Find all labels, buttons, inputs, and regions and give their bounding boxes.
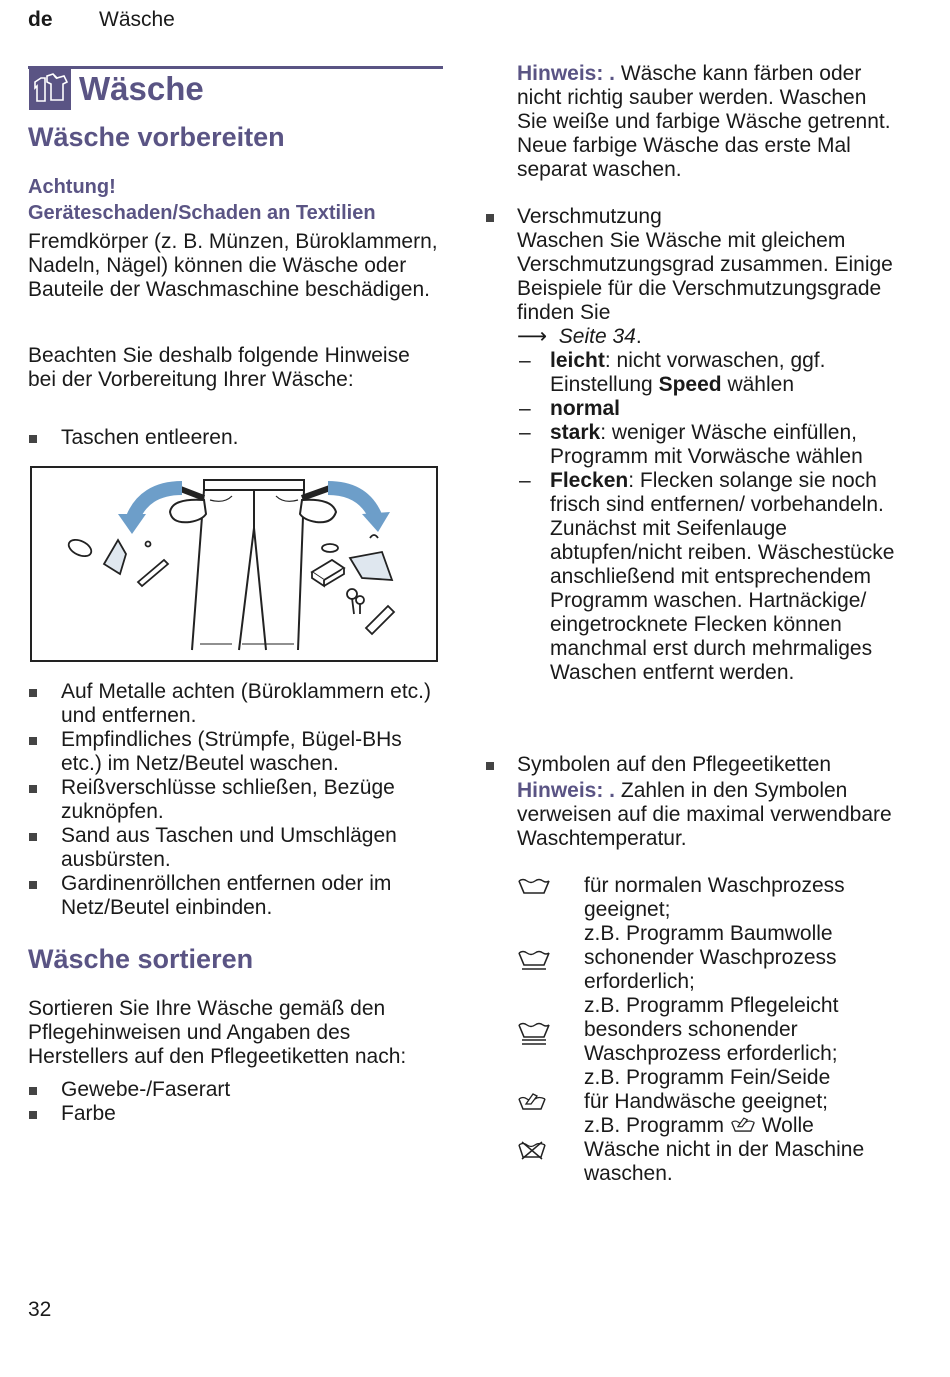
section-title-prepare: Wäsche vorbereiten — [28, 122, 285, 152]
prepare-intro: Beachten Sie deshalb folgende Hinweise bei der Vorbereitung Ihrer Wäsche: — [28, 344, 410, 391]
care-symbol-list — [517, 874, 902, 1186]
arrow-icon: ⟶ — [517, 325, 548, 348]
list-item: – Flecken: Flecken solange sie noch frisch sind entfernen/ vorbehandeln. Zunächst mit Seifenlauge abtupfen/nicht reiben. Wäschestücke anschließend mit entsprechendem Programm waschen. Hartnäckige/ eingetrocknete Flecken können manchmal erst durch mehrmaliges Waschen entfernt werden. — [519, 469, 895, 684]
list-item: Empfindliches (Strümpfe, Bügel-BHs etc.) im Netz/Beutel waschen. — [28, 728, 443, 776]
empty-pockets-illustration — [30, 466, 438, 662]
hand-wash-icon — [517, 1092, 547, 1112]
header-chapter: Wäsche — [99, 8, 175, 31]
bullet-square-icon — [486, 762, 494, 770]
bullet-square-icon — [29, 833, 37, 841]
care-symbol-row: für Handwäsche geeignet; z.B. Programm Wolle — [517, 1090, 902, 1138]
list-item: Taschen entleeren. — [28, 426, 443, 450]
wash-tub-gentle-icon — [517, 948, 551, 972]
bullet-list-symbols — [517, 753, 917, 777]
wash-tub-very-gentle-icon — [517, 1020, 551, 1046]
hint-label: Hinweis: . — [517, 779, 616, 802]
hint-colors: Hinweis: . Wäsche kann färben oder nicht richtig sauber werden. Waschen Sie weiße und farbige Wäsche getrennt. Neue farbige Wäsche das erste Mal separat waschen. — [517, 62, 891, 181]
section-title-sort: Wäsche sortieren — [28, 944, 254, 974]
soil-levels — [517, 349, 907, 685]
list-item: Farbe — [28, 1102, 443, 1126]
warning-text: Fremdkörper (z. B. Münzen, Büroklammern, Nadeln, Nägel) können die Wäsche oder Bauteile der Waschmaschine beschädigen. — [28, 230, 438, 301]
bullet-list-first — [28, 426, 443, 450]
bullet-list-sort — [28, 1078, 443, 1126]
list-item: Reißverschlüsse schließen, Bezüge zuknöpfen. — [28, 776, 443, 824]
list-item: – normal — [519, 397, 621, 420]
bullet-list-prepare — [28, 680, 443, 920]
bullet-square-icon — [29, 785, 37, 793]
care-symbol-row: besonders schonender Waschprozess erforderlich; z.B. Programm Fein/Seide — [517, 1018, 902, 1090]
bullet-square-icon — [29, 881, 37, 889]
list-item: Symbolen auf den Pflegeetiketten — [517, 753, 917, 777]
language-code: de — [28, 8, 53, 31]
list-item: Gewebe-/Faserart — [28, 1078, 443, 1102]
chapter-rule — [28, 66, 443, 69]
bullet-square-icon — [29, 689, 37, 697]
sort-intro: Sortieren Sie Ihre Wäsche gemäß den Pflegehinweisen und Angaben des Herstellers auf den Pflegeetiketten nach: — [28, 997, 407, 1068]
warning-subtitle: Geräteschaden/Schaden an Textilien — [28, 202, 376, 224]
page-number: 32 — [28, 1298, 52, 1321]
laundry-icon — [29, 68, 71, 110]
care-symbol-row: schonender Waschprozess erforderlich; z.B. Programm Pflegeleicht — [517, 946, 902, 1018]
list-item: Gardinenröllchen entfernen oder im Netz/Beutel einbinden. — [28, 872, 443, 920]
bullet-square-icon — [29, 1111, 37, 1119]
warning-title: Achtung! — [28, 176, 116, 198]
bullet-list-soil — [517, 205, 917, 349]
care-symbol-row: Wäsche nicht in der Maschine waschen. — [517, 1138, 902, 1186]
list-item: Verschmutzung Waschen Sie Wäsche mit gleichem Verschmutzungsgrad zusammen. Einige Beispiele für die Verschmutzungsgrade finden Sie ⟶ Seite 34. — [517, 205, 917, 349]
list-item: Auf Metalle achten (Büroklammern etc.) und entfernen. — [28, 680, 443, 728]
hand-wash-icon — [730, 1116, 756, 1134]
chapter-title: Wäsche — [79, 70, 204, 107]
list-item: – stark: weniger Wäsche einfüllen, Programm mit Vorwäsche wählen — [519, 421, 863, 468]
bullet-square-icon — [486, 214, 494, 222]
list-item: – leicht: nicht vorwaschen, ggf. Einstellung Speed wählen — [519, 349, 826, 396]
care-symbol-row: für normalen Waschprozess geeignet; z.B. Programm Baumwolle — [517, 874, 902, 946]
bullet-square-icon — [29, 1087, 37, 1095]
bullet-square-icon — [29, 737, 37, 745]
do-not-wash-icon — [517, 1140, 547, 1160]
page-reference: Seite 34 — [558, 325, 636, 348]
hint-label: Hinweis: . — [517, 62, 616, 85]
hint-symbols: Hinweis: . Zahlen in den Symbolen verweisen auf die maximal verwendbare Waschtemperatur. — [517, 779, 892, 850]
bullet-square-icon — [29, 435, 37, 443]
wash-tub-normal-icon — [517, 876, 551, 896]
list-item: Sand aus Taschen und Umschlägen ausbürsten. — [28, 824, 443, 872]
